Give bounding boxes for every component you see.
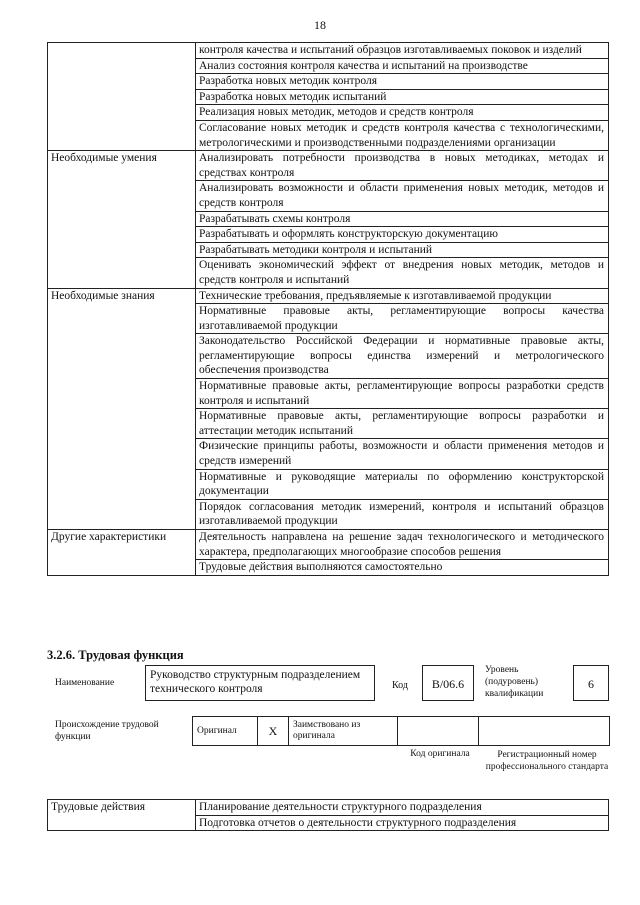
code-original-label: Код оригинала: [410, 749, 470, 759]
table-cell: Порядок согласования методик измерений, контроля и испытаний образцов изготавливаемой продукции: [196, 499, 609, 529]
table-cell: Трудовые действия выполняются самостоятельно: [196, 560, 609, 576]
table-cell: Разрабатывать методики контроля и испытаний: [196, 242, 609, 258]
actions-table: [47, 799, 609, 831]
table-cell: Разрабатывать и оформлять конструкторскую документацию: [196, 227, 609, 243]
name-value-box: Руководство структурным подразделением технического контроля: [145, 665, 375, 701]
level-label: [485, 664, 565, 700]
other-label: Другие характеристики: [48, 530, 196, 576]
origin-row: [193, 717, 610, 746]
origin-label-text: Происхождение трудовой функции: [55, 720, 159, 742]
table-cell: Нормативные правовые акты, регламентирующие вопросы разработки и аттестации методик испытаний: [196, 409, 609, 439]
table-cell: Деятельность направлена на решение задач технологического и методического характера, предполагающих многообразие способов решения: [196, 530, 609, 560]
table-cell: Нормативные правовые акты, регламентирующие вопросы качества изготавливаемой продукции: [196, 304, 609, 334]
page-number: 18: [314, 18, 326, 32]
table-row: [48, 43, 609, 59]
table-cell: Физические принципы работы, возможности и области применения методов и средств измерений: [196, 439, 609, 469]
table-cell: Анализ состояния контроля качества и испытаний на производстве: [196, 58, 609, 74]
table-cell: Законодательство Российской Федерации и нормативные правовые акты, регламентирующие вопросы единства измерений и метрологического обеспечения производства: [196, 334, 609, 379]
table-cell: Анализировать потребности производства в новых методиках, методах и средствах контроля: [196, 151, 609, 181]
table-cell: Разрабатывать схемы контроля: [196, 211, 609, 227]
origin-label: [55, 719, 185, 743]
table-cell: Разработка новых методик контроля: [196, 74, 609, 90]
level-value-box: 6: [573, 665, 609, 701]
competency-table: [47, 42, 609, 576]
table-cell: контроля качества и испытаний образцов изготавливаемых поковок и изделий: [196, 43, 609, 59]
reg-number-cell: [479, 717, 610, 746]
table-cell: Анализировать возможности и области применения новых методик, методов и средств контроля: [196, 181, 609, 211]
borrowed-label: Заимствовано из оригинала: [289, 717, 398, 746]
name-label: Наименование: [55, 678, 115, 688]
code-original-cell: [398, 717, 479, 746]
level-label-text: Уровень (подуровень) квалификации: [485, 665, 544, 699]
code-value-box: B/06.6: [422, 665, 474, 701]
table-cell: Подготовка отчетов о деятельности структурного подразделения: [196, 815, 609, 831]
table-cell: Оценивать экономический эффект от внедрения новых методик, методов и средств контроля и испытаний: [196, 258, 609, 288]
table-cell: Нормативные правовые акты, регламентирующие вопросы разработки средств контроля и испытаний: [196, 379, 609, 409]
table-cell: Технические требования, предъявляемые к изготавливаемой продукции: [196, 288, 609, 304]
section-title: 3.2.6. Трудовая функция: [47, 648, 184, 662]
table-row: [48, 800, 609, 816]
table-row: [48, 288, 609, 304]
row-label-empty: [48, 43, 196, 151]
original-label: Оригинал: [193, 717, 258, 746]
table-cell: Согласование новых методик и средств контроля качества с технологическими, метрологическими и производственными подразделениями организации: [196, 120, 609, 150]
code-label: Код: [392, 680, 408, 691]
table-cell: Нормативные и руководящие материалы по оформлению конструкторской документации: [196, 469, 609, 499]
knowledge-label: Необходимые знания: [48, 288, 196, 530]
table-row: [48, 530, 609, 560]
table-cell: Реализация новых методик, методов и средств контроля: [196, 105, 609, 121]
table-cell: Планирование деятельности структурного подразделения: [196, 800, 609, 816]
origin-table: [192, 716, 610, 746]
actions-label: Трудовые действия: [48, 800, 196, 831]
reg-number-label: Регистрационный номер профессионального стандарта: [485, 750, 609, 772]
original-mark: X: [258, 717, 289, 746]
skills-label: Необходимые умения: [48, 151, 196, 288]
table-cell: Разработка новых методик испытаний: [196, 89, 609, 105]
table-row: [48, 151, 609, 181]
